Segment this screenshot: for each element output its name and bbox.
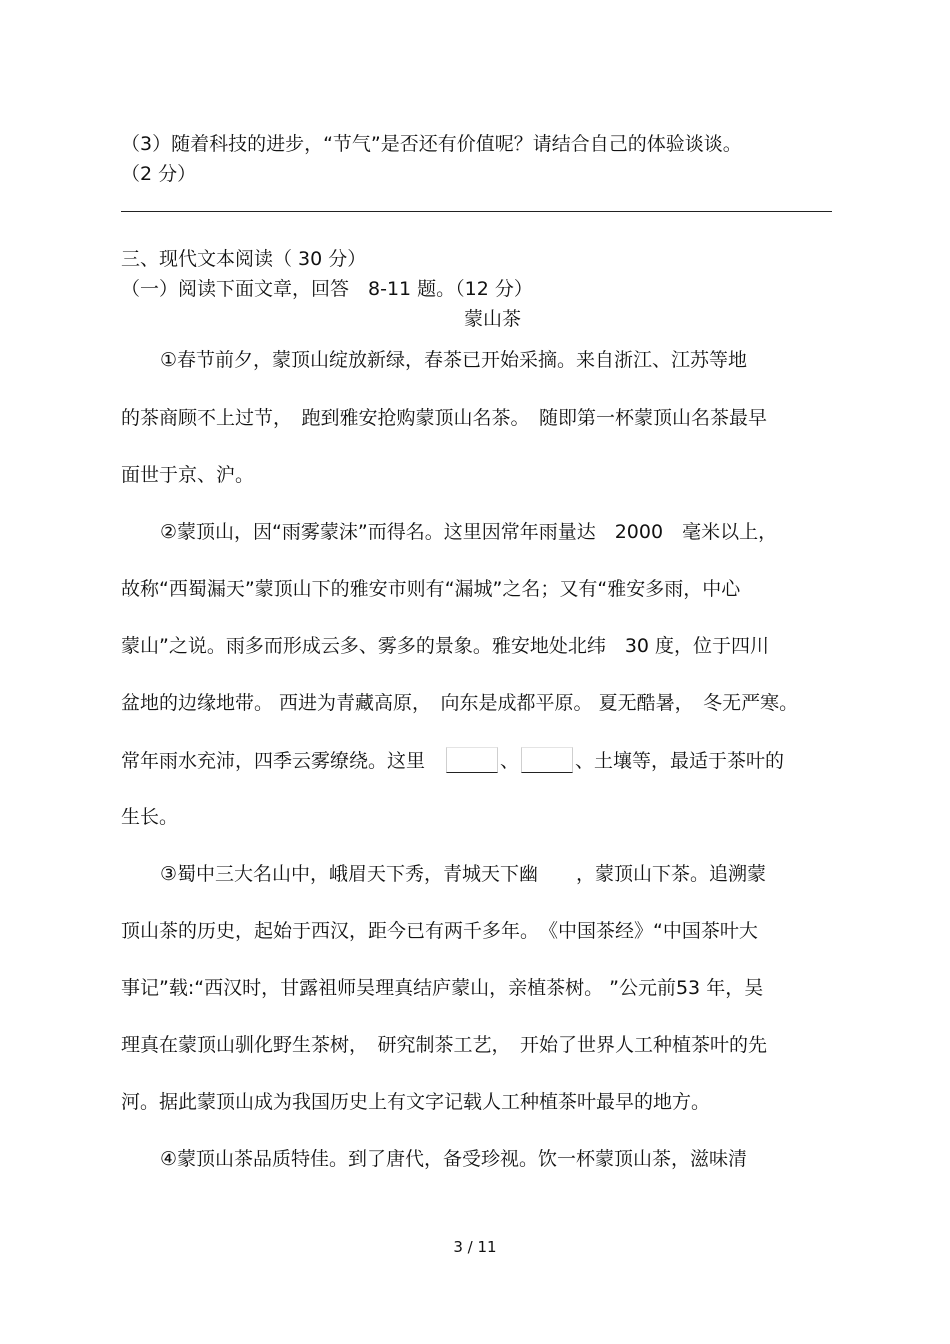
section-heading: 三、现代文本阅读（ 30 分）: [121, 248, 367, 270]
paragraph-3-line-4: 理真在蒙顶山驯化野生茶树， 研究制茶工艺， 开始了世界人工种植茶叶的先: [121, 1034, 768, 1056]
paragraph-1-line-1: ①春节前夕，蒙顶山绽放新绿，春茶已开始采摘。来自浙江、江苏等地: [160, 349, 748, 371]
paragraph-2-line-5: [121, 747, 784, 774]
fill-blank-2[interactable]: [521, 747, 573, 773]
paragraph-2-line-4: 盆地的边缘地带。 西进为青藏高原， 向东是成都平原。 夏无酷暑， 冬无严寒。: [121, 692, 799, 714]
paragraph-2-line-1: ②蒙顶山，因“雨雾蒙沫”而得名。这里因常年雨量达 2000 毫米以上，: [160, 521, 778, 543]
question-3-line-1: （3）随着科技的进步，“节气”是否还有价值呢？请结合自己的体验谈谈。: [121, 133, 742, 155]
question-3-score: （2 分）: [121, 163, 197, 185]
page-number: 3 / 11: [453, 1238, 497, 1256]
answer-line[interactable]: [121, 211, 832, 212]
article-title: 蒙山茶: [464, 308, 522, 330]
paragraph-3-line-2: 顶山茶的历史，起始于西汉，距今已有两千多年。 《中国茶经》“中国茶叶大: [121, 920, 758, 942]
paragraph-2-line-6: 生长。: [121, 806, 179, 828]
paragraph-3-line-5: 河。据此蒙顶山成为我国历史上有文字记载人工种植茶叶最早的地方。: [121, 1091, 711, 1113]
blank-separator: 、: [500, 750, 520, 772]
paragraph-1-line-2: 的茶商顾不上过节， 跑到雅安抢购蒙顶山名茶。 随即第一杯蒙顶山名茶最早: [121, 407, 768, 429]
paragraph-4-line-1: ④蒙顶山茶品质特佳。到了唐代，备受珍视。饮一杯蒙顶山茶，滋味清: [160, 1148, 748, 1170]
paragraph-3-line-3: 事记”载:“西汉时，甘露祖师吴理真结庐蒙山，亲植茶树。 ”公元前53 年，吴: [121, 977, 764, 999]
paragraph-2-line-2: 故称“西蜀漏天”蒙顶山下的雅安市则有“漏城”之名；又有“雅安多雨，中心: [121, 578, 741, 600]
paragraph-2-line-5-end: 、土壤等，最适于茶叶的: [575, 750, 785, 772]
paragraph-1-line-3: 面世于京、沪。: [121, 464, 255, 486]
paragraph-3-line-1: ③蜀中三大名山中，峨眉天下秀，青城天下幽 ，蒙顶山下茶。追溯蒙: [160, 863, 767, 885]
paragraph-2-line-3: 蒙山”之说。雨多而形成云多、雾多的景象。雅安地处北纬 30 度，位于四川: [121, 635, 770, 657]
paragraph-2-line-5-start: 常年雨水充沛，四季云雾缭绕。这里: [121, 750, 445, 772]
sub-heading: （一）阅读下面文章，回答 8-11 题。（12 分）: [121, 278, 533, 300]
fill-blank-1[interactable]: [446, 747, 498, 773]
